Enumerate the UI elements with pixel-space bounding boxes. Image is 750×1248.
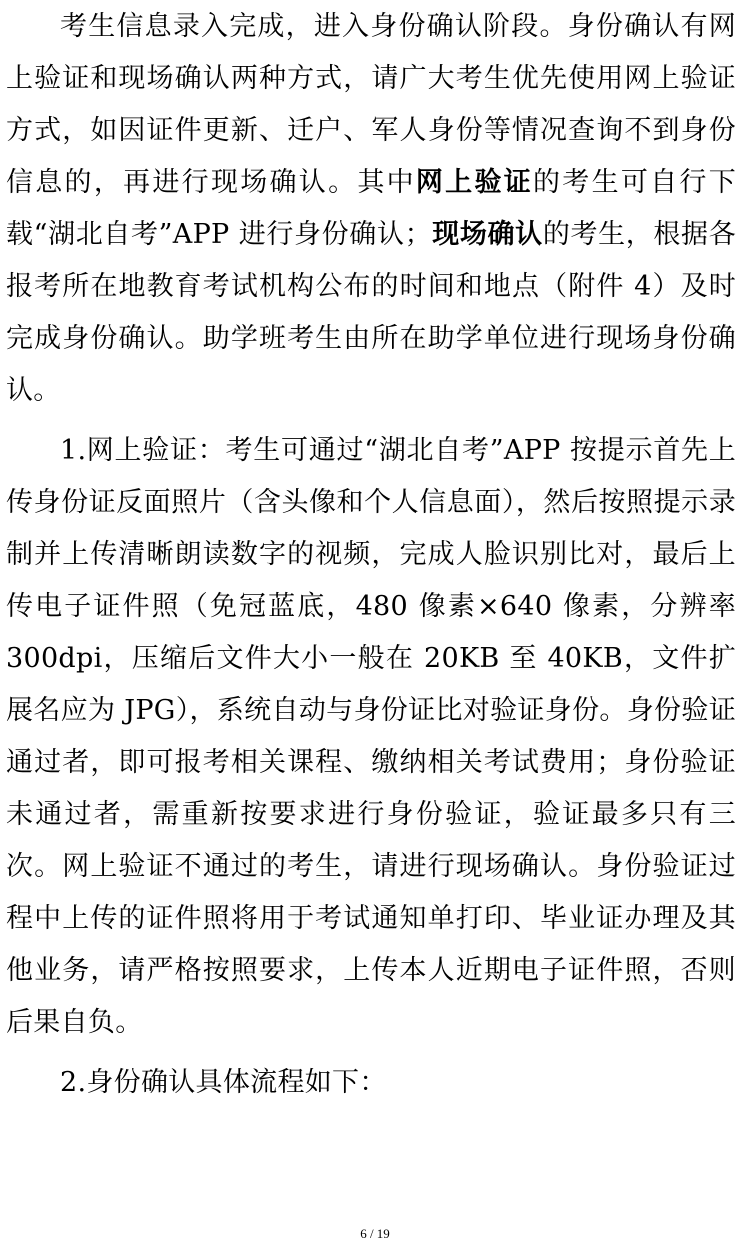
paragraph-confirmation-process: 2.身份确认具体流程如下： [60,1067,387,1098]
emphasis-onsite-confirmation: 现场确认 [431,219,543,250]
paragraph-identity-confirmation [6,1,736,417]
page-number: 6 / 19 [360,1226,390,1241]
paragraph-1-text-c: 的考生，根据各报考所在地教育考试机构公布的时间和地点（附件 4）及时完成身份确认。助学班考生由所在助学单位进行现场身份确认。 [6,219,736,406]
paragraph-online-verification: 1.网上验证：考生可通过“湖北自考”APP 按提示首先上传身份证反面照片（含头像和个人信息面），然后按照提示录制并上传清晰朗读数字的视频，完成人脸识别比对，最后上传电子证件照（免冠蓝底，480 像素×640 像素，分辨率 300dpi，压缩后文件大小一般在 20KB 至 40KB，文件扩展名应为 JPG），系统自动与身份证比对验证身份。身份验证通过者，即可报考相关课程、缴纳相关考试费用；身份验证未通过者，需重新按要求进行身份验证，验证最多只有三次。网上验证不通过的考生，请进行现场确认。身份验证过程中上传的证件照将用于考试通知单打印、毕业证办理及其他业务，请严格按照要求，上传本人近期电子证件照，否则后果自负。 [6,435,736,1038]
paragraph-1-text-a: 考生信息录入完成，进入身份确认阶段。身份确认有网上验证和现场确认两种方式，请广大考生优先使用网上验证方式，如因证件更新、迁户、军人身份等情况查询不到身份信息的，再进行现场确认。其中 [6,11,736,198]
emphasis-online-verification: 网上验证 [415,167,534,198]
paragraph-1-text-b: 的考生可自行下载“湖北自考”APP 进行身份确认； [6,167,737,250]
